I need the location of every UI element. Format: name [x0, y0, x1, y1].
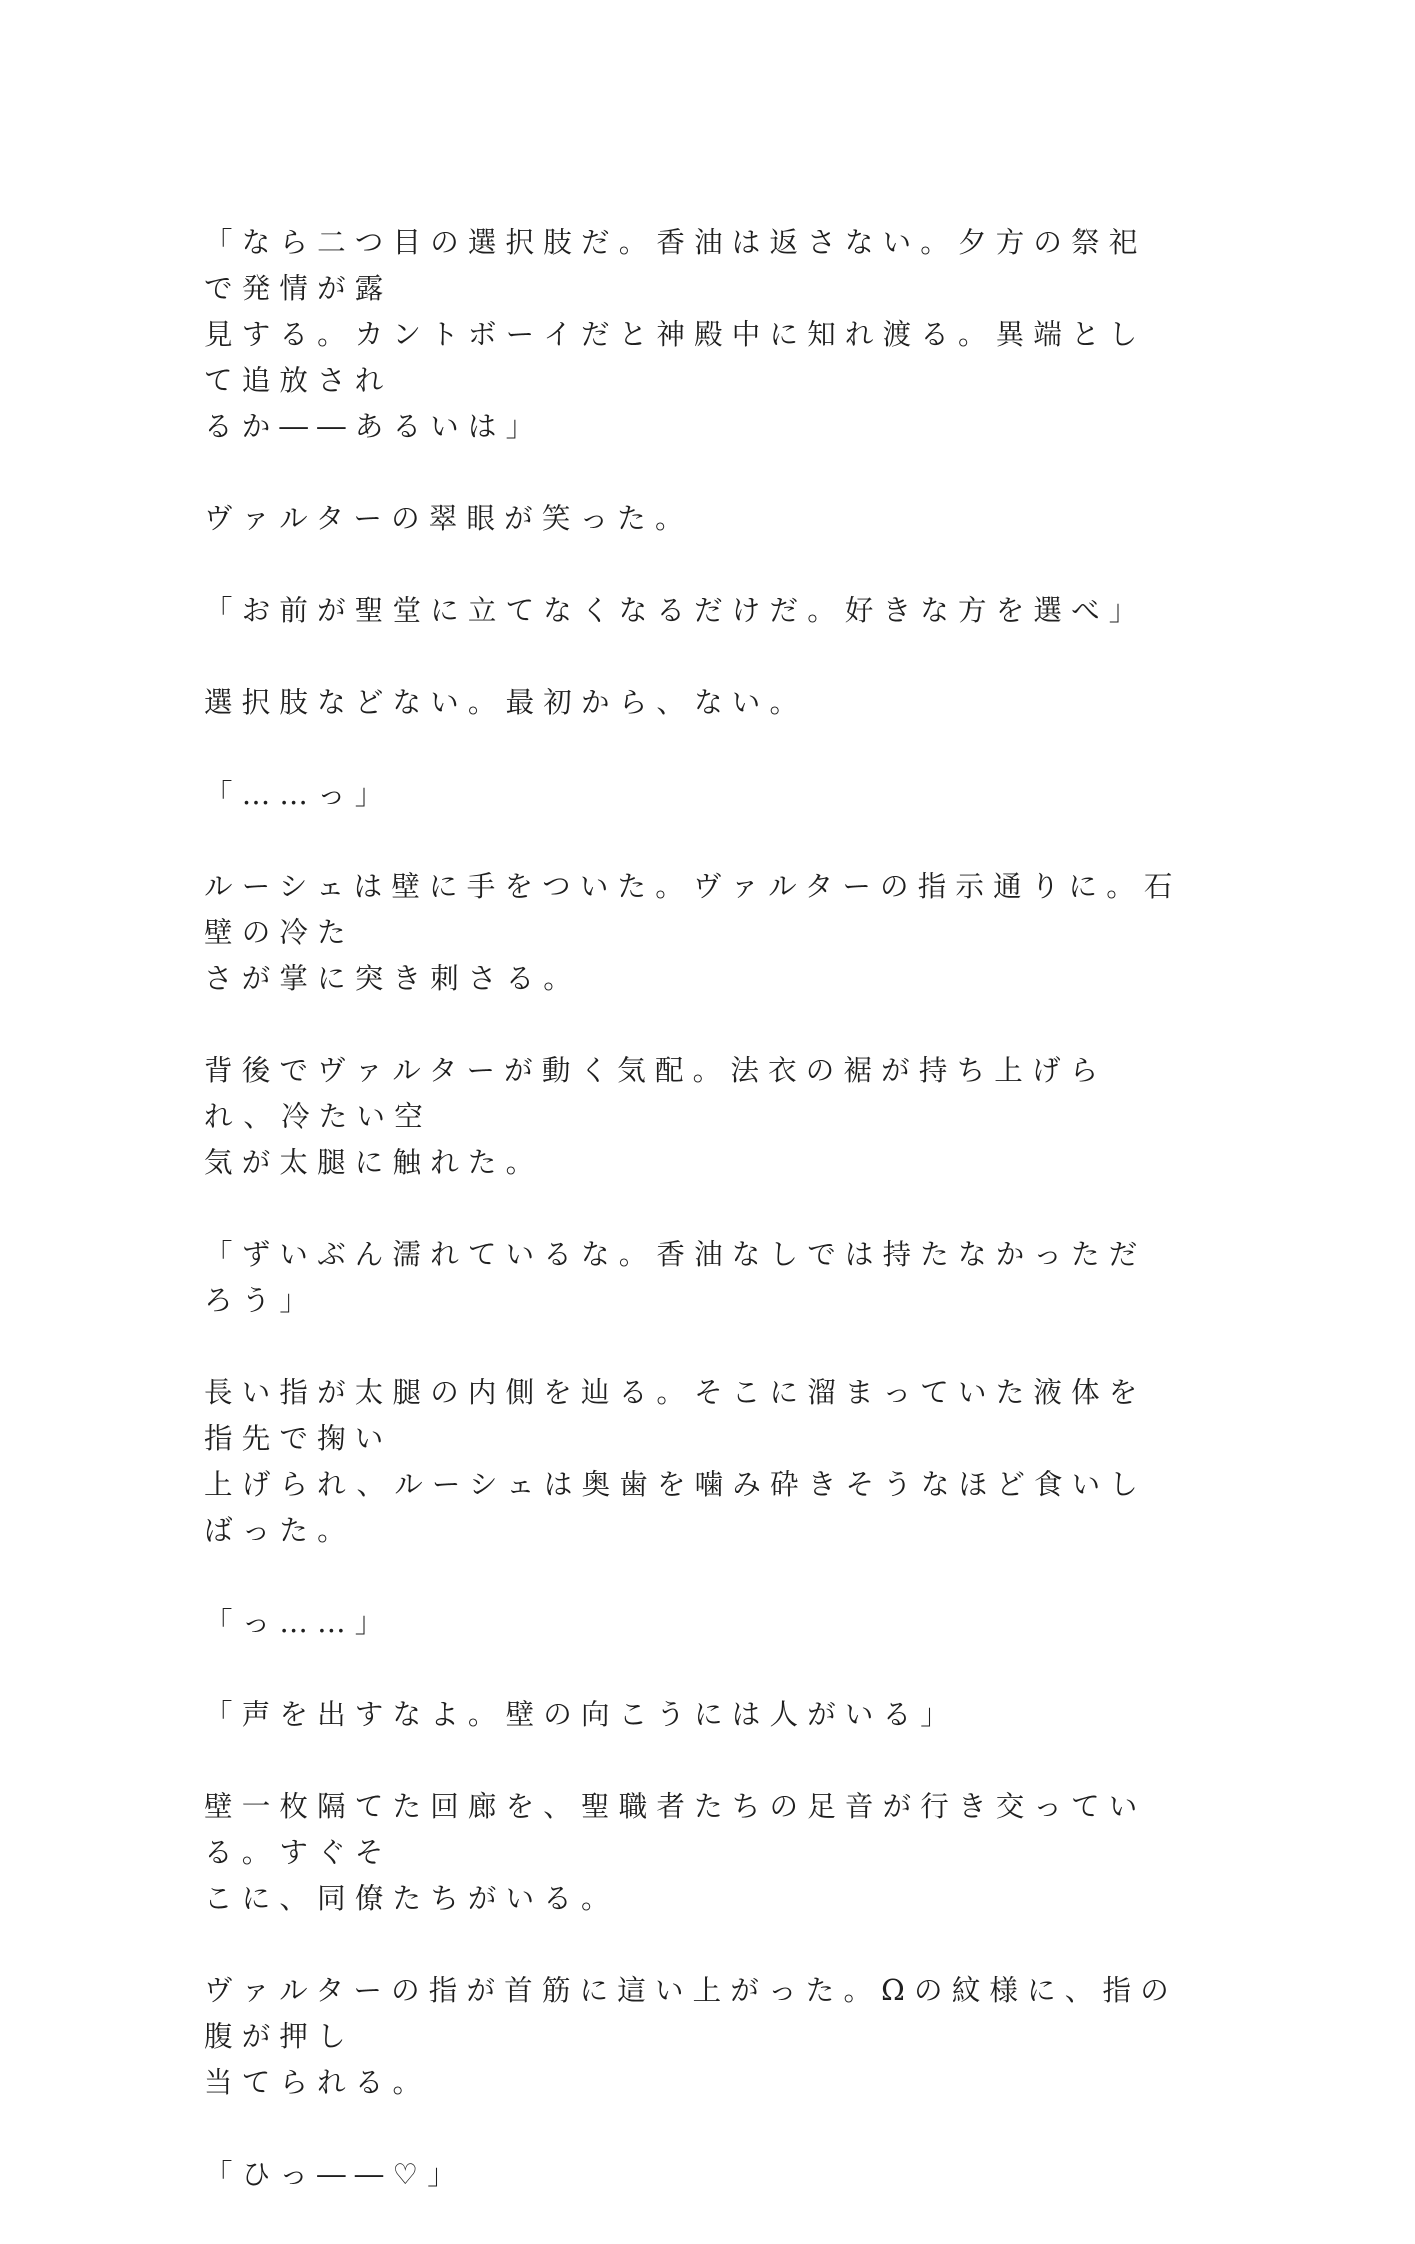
paragraph: 選択肢などない。最初から、ない。: [204, 686, 808, 719]
paragraph: 背後でヴァルターが動く気配。法衣の裾が持ち上げられ、冷たい空 気が太腿に触れた。: [204, 1054, 1108, 1179]
paragraph: 「……っ」: [204, 778, 393, 811]
paragraph: 「お前が聖堂に立てなくなるだけだ。好きな方を選べ」: [204, 594, 1147, 627]
paragraph: 「っ……」: [204, 1606, 393, 1639]
paragraph: ヴァルターの翠眼が笑った。: [204, 502, 693, 535]
paragraph: ヴァルターの指が首筋に這い上がった。Ωの紋様に、指の腹が押し 当てられる。: [204, 1974, 1178, 2099]
paragraph: 長い指が太腿の内側を辿る。そこに溜まっていた液体を指先で掬い 上げられ、ルーシェは奥歯を噛み砕きそうなほど食いしばった。: [204, 1376, 1148, 1547]
paragraph: 「ひっ――♡」: [204, 2158, 465, 2191]
paragraph: ルーシェは壁に手をついた。ヴァルターの指示通りに。石壁の冷た さが掌に突き刺さる。: [204, 870, 1182, 995]
paragraph: 「なら二つ目の選択肢だ。香油は返さない。夕方の祭祀で発情が露 見する。カントボーイだと神殿中に知れ渡る。異端として追放され るか――あるいは」: [204, 226, 1147, 443]
paragraph: 「ずいぶん濡れているな。香油なしでは持たなかっただろう」: [204, 1238, 1147, 1317]
paragraph: 「声を出すなよ。壁の向こうには人がいる」: [204, 1698, 959, 1731]
paragraph: 壁一枚隔てた回廊を、聖職者たちの足音が行き交っている。すぐそ こに、同僚たちがいる。: [204, 1790, 1147, 1915]
body-text: [204, 220, 1184, 2244]
